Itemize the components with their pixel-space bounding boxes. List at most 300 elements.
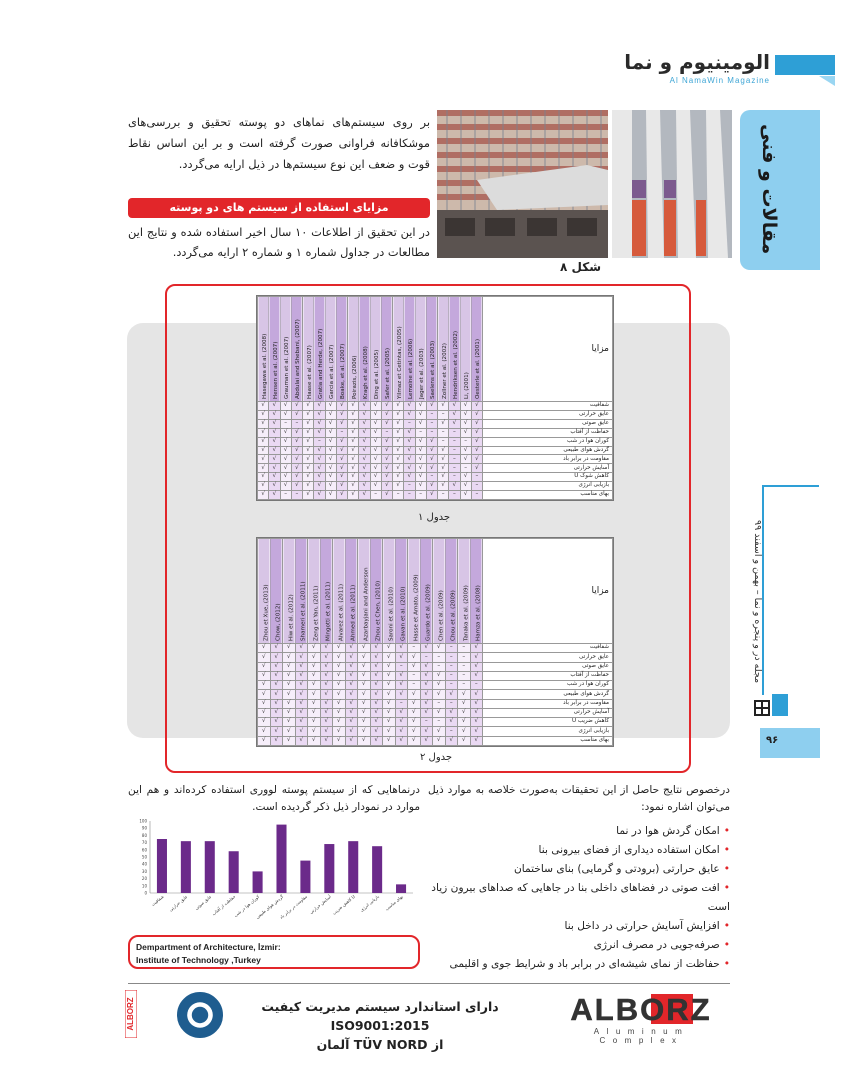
table-cell: √ (426, 446, 437, 455)
table-cell: √ (471, 446, 482, 455)
table-cell: √ (438, 419, 449, 428)
magazine-issue-text: مجله در و پنجره و نما – بهمن و اسفند ۹۹ (752, 520, 763, 684)
advantages-table-2 (256, 537, 614, 747)
table-cell: √ (269, 482, 280, 491)
table-cell: √ (470, 736, 483, 745)
table-cell: √ (258, 718, 271, 727)
table-cell: √ (333, 699, 346, 708)
table-cell: √ (426, 455, 437, 464)
table-cell: √ (460, 428, 471, 437)
table-cell: √ (336, 437, 347, 446)
table-column-header: Gavan et al. (2010) (395, 539, 408, 644)
table-cell: √ (370, 482, 381, 491)
table-cell: √ (295, 727, 308, 736)
table-cell: √ (404, 437, 415, 446)
table-cell: √ (408, 718, 421, 727)
table-cell: – (449, 491, 460, 500)
magazine-logo-en: Al NamaWin Magazine (669, 76, 770, 85)
table-cell: √ (314, 473, 325, 482)
chart-intro-paragraph: درنماهایی که از سیستم پوسته لووری استفاده کرده‌اند و هم این موارد در نمودار ذیل ذکر گردیده است. (128, 784, 420, 813)
table-cell: √ (258, 446, 269, 455)
table-cell: – (449, 464, 460, 473)
table-cell: √ (269, 464, 280, 473)
table-cell: √ (295, 690, 308, 699)
table-cell: √ (280, 473, 291, 482)
table-cell: √ (420, 736, 433, 745)
y-tick-label: 90 (141, 825, 147, 831)
table-feature-label: بهای مناسب (483, 736, 613, 745)
table-cell: √ (470, 653, 483, 662)
section-tab (740, 110, 820, 270)
table-cell: √ (283, 662, 296, 671)
table-cell: – (291, 419, 302, 428)
table-cell: √ (269, 491, 280, 500)
y-tick-label: 70 (141, 840, 147, 846)
table-cell: √ (345, 671, 358, 680)
table-cell: – (438, 428, 449, 437)
table-cell: √ (348, 464, 359, 473)
table-cell: – (420, 653, 433, 662)
table-cell: √ (395, 681, 408, 690)
y-tick-label: 20 (141, 876, 147, 882)
table-cell: – (395, 699, 408, 708)
x-tick-label: مقاومت در برابر باد (278, 893, 309, 920)
table-cell: √ (280, 455, 291, 464)
table-cell: √ (358, 736, 371, 745)
table-cell: √ (336, 491, 347, 500)
table-cell: √ (370, 473, 381, 482)
table-cell: √ (325, 402, 336, 411)
table-cell: √ (460, 491, 471, 500)
list-item: • امکان گردش هوا در نما (428, 822, 730, 841)
table-cell: √ (258, 699, 271, 708)
table-cell: √ (470, 690, 483, 699)
table-cell: √ (458, 736, 471, 745)
table-cell: √ (383, 662, 396, 671)
table-cell: √ (395, 718, 408, 727)
table-cell: √ (314, 464, 325, 473)
table-cell: – (336, 428, 347, 437)
table-cell: √ (283, 671, 296, 680)
table-cell: √ (314, 402, 325, 411)
table-cell: √ (270, 727, 283, 736)
alborz-logo (553, 990, 730, 1030)
table-column-header: Garcia et al. (2007) (325, 297, 336, 402)
table-cell: √ (458, 690, 471, 699)
table-cell: √ (308, 644, 321, 653)
x-tick-label: عایق صوتی (193, 893, 213, 911)
table-column-header: Gratia and Herde, (2007) (314, 297, 325, 402)
table-2-caption: جدول ۲ (420, 752, 453, 763)
x-tick-label: گردش هوای طبیعی (254, 893, 285, 920)
table-cell: √ (283, 653, 296, 662)
table-cell: √ (345, 653, 358, 662)
table-column-header: Chou et al. (2009) (445, 539, 458, 644)
table-cell: √ (415, 446, 426, 455)
table-cell: √ (359, 419, 370, 428)
table-cell: √ (359, 491, 370, 500)
table-cell: √ (280, 437, 291, 446)
chart-bar (229, 851, 239, 893)
table-cell: – (438, 437, 449, 446)
table-cell: √ (358, 690, 371, 699)
table-cell: √ (348, 446, 359, 455)
table-cell: √ (433, 644, 446, 653)
table-cell: √ (395, 727, 408, 736)
table-cell: √ (308, 736, 321, 745)
table-cell: √ (336, 473, 347, 482)
table-cell: √ (303, 402, 314, 411)
table-cell: √ (336, 455, 347, 464)
table-cell: – (433, 699, 446, 708)
table-cell: √ (283, 690, 296, 699)
table-cell: √ (460, 410, 471, 419)
table-cell: √ (270, 681, 283, 690)
table-cell: – (395, 662, 408, 671)
table-cell: √ (358, 708, 371, 717)
table-cell: √ (270, 718, 283, 727)
table-cell: √ (359, 464, 370, 473)
y-tick-label: 40 (141, 861, 147, 867)
table-cell: √ (383, 718, 396, 727)
table-cell: √ (308, 690, 321, 699)
table-cell: √ (370, 718, 383, 727)
table-column-header: Zhou et Xue, (2013) (258, 539, 271, 644)
table-cell: √ (415, 419, 426, 428)
table-cell: √ (348, 437, 359, 446)
table-cell: √ (280, 446, 291, 455)
table-row (258, 681, 613, 690)
table-cell: √ (381, 437, 392, 446)
y-tick-label: 100 (139, 818, 147, 824)
table-cell: √ (404, 402, 415, 411)
section-heading-banner (128, 198, 430, 218)
table-cell: – (445, 662, 458, 671)
table-cell: √ (308, 671, 321, 680)
table-cell: √ (471, 464, 482, 473)
table-cell: √ (336, 419, 347, 428)
table-cell: √ (381, 455, 392, 464)
table-cell: √ (283, 727, 296, 736)
table-cell: √ (320, 662, 333, 671)
table-cell: – (426, 410, 437, 419)
table-row (258, 482, 613, 491)
table-feature-label: بهای مناسب (483, 491, 613, 500)
table-cell: √ (308, 708, 321, 717)
chart-bar (253, 871, 263, 893)
table-cell: √ (471, 410, 482, 419)
table-cell: √ (445, 708, 458, 717)
table-cell: √ (393, 419, 404, 428)
table-cell: √ (383, 681, 396, 690)
table-cell: √ (458, 718, 471, 727)
table-column-header: Kragh et al. (2008) (359, 297, 370, 402)
table-cell: √ (258, 708, 271, 717)
table-cell: √ (381, 446, 392, 455)
table-cell: √ (370, 644, 383, 653)
table-feature-label: کوران هوا در شب (483, 681, 613, 690)
table-column-header: Ding et al. (2005) (370, 297, 381, 402)
table-cell: √ (359, 473, 370, 482)
table-cell: – (291, 491, 302, 500)
table-cell: √ (460, 402, 471, 411)
table-column-header: Zollner et al. (2002) (438, 297, 449, 402)
x-tick-label: کاهش ضریب U (331, 893, 356, 916)
table-cell: √ (314, 428, 325, 437)
table-row (258, 437, 613, 446)
table-cell: √ (395, 671, 408, 680)
table-cell: √ (370, 446, 381, 455)
table-cell: √ (393, 428, 404, 437)
table-cell: √ (470, 671, 483, 680)
table-cell: √ (308, 727, 321, 736)
table-column-header: Grauman et al. (2007) (280, 297, 291, 402)
table-cell: √ (370, 410, 381, 419)
section-tab-label: مقالات و فنی (758, 124, 780, 255)
x-tick-label: کوران هوا در شب (232, 893, 261, 918)
advantages-table-1 (256, 295, 614, 501)
section-heading: مزایای استفاده از سیستم های دو پوسته (169, 201, 389, 214)
table-cell: √ (320, 681, 333, 690)
table-cell: √ (270, 662, 283, 671)
table-feature-label: مقاومت در برابر باد (483, 455, 613, 464)
table-cell: – (438, 491, 449, 500)
table-cell: √ (325, 437, 336, 446)
table-cell: √ (393, 402, 404, 411)
table-cell: √ (381, 419, 392, 428)
table-cell: – (445, 727, 458, 736)
table-cell: – (408, 671, 421, 680)
table-cell: √ (370, 402, 381, 411)
table-cell: √ (433, 736, 446, 745)
table-column-header: Hiw et al. (2012) (283, 539, 296, 644)
table-cell: √ (258, 662, 271, 671)
table-row (258, 699, 613, 708)
list-item: • عایق حرارتی (برودتی و گرمایی) بنای ساختمان (428, 860, 730, 879)
table-cell: √ (395, 736, 408, 745)
table-row (258, 491, 613, 500)
table-cell: √ (470, 699, 483, 708)
table-cell: – (426, 428, 437, 437)
table-cell: √ (370, 708, 383, 717)
sidebar-rule-top (764, 485, 819, 487)
table-cell: √ (381, 410, 392, 419)
table-cell: √ (420, 681, 433, 690)
table-cell: √ (345, 690, 358, 699)
table-feature-label: حفاظت از آفتاب (483, 671, 613, 680)
table-cell: √ (283, 736, 296, 745)
table-column-header: Chen et al. (2009) (433, 539, 446, 644)
table-cell: – (314, 437, 325, 446)
table-cell: √ (333, 681, 346, 690)
table-cell: √ (359, 428, 370, 437)
table-column-header: Li, (2001) (460, 297, 471, 402)
table-cell: √ (408, 653, 421, 662)
table-cell: – (393, 491, 404, 500)
table-column-header: Shameri et al. (2011) (295, 539, 308, 644)
y-tick-label: 50 (141, 854, 147, 860)
table-cell: √ (303, 446, 314, 455)
table-feature-label: بازیابی انرژی (483, 727, 613, 736)
table-cell: √ (370, 690, 383, 699)
table-cell: √ (460, 473, 471, 482)
table-cell: √ (303, 410, 314, 419)
table-cell: √ (359, 455, 370, 464)
table-cell: √ (280, 464, 291, 473)
table-cell: √ (370, 464, 381, 473)
table-row (258, 455, 613, 464)
table-cell: √ (336, 464, 347, 473)
table-cell: √ (460, 419, 471, 428)
table-feature-label: عایق صوتی (483, 419, 613, 428)
y-tick-label: 60 (141, 847, 147, 853)
table-cell: √ (269, 473, 280, 482)
table-cell: √ (325, 464, 336, 473)
table-cell: √ (258, 410, 269, 419)
table-cell: √ (438, 455, 449, 464)
table-cell: √ (325, 410, 336, 419)
table-cell: √ (359, 446, 370, 455)
table-cell: √ (258, 671, 271, 680)
table-cell: – (471, 491, 482, 500)
chart-bar (181, 841, 191, 893)
table-cell: √ (393, 455, 404, 464)
table-cell: √ (303, 428, 314, 437)
table-cell: √ (408, 662, 421, 671)
table-cell: √ (420, 690, 433, 699)
table-cell: √ (449, 402, 460, 411)
table-cell: √ (258, 473, 269, 482)
table-cell: √ (336, 482, 347, 491)
table-column-header: Hendriksen et al. (2002) (449, 297, 460, 402)
table-cell: √ (348, 428, 359, 437)
table-row (258, 708, 613, 717)
table-cell: √ (258, 464, 269, 473)
table-cell: √ (336, 402, 347, 411)
table-cell: √ (295, 653, 308, 662)
table-cell: √ (404, 464, 415, 473)
list-item: • افت صوتی در فضاهای داخلی بنا در جاهایی که صداهای بیرون زیاد است (428, 879, 730, 917)
table-cell: √ (303, 491, 314, 500)
table-cell: √ (404, 410, 415, 419)
table-cell: √ (358, 644, 371, 653)
table-cell: √ (291, 446, 302, 455)
table-cell: √ (458, 708, 471, 717)
table-cell: √ (345, 736, 358, 745)
table-cell: √ (393, 464, 404, 473)
table-cell: √ (325, 491, 336, 500)
table-cell: √ (345, 644, 358, 653)
table-cell: √ (270, 690, 283, 699)
table-cell: √ (258, 482, 269, 491)
table-cell: – (445, 681, 458, 690)
table-cell: √ (415, 482, 426, 491)
chart-bar (276, 825, 286, 893)
table-cell: √ (314, 446, 325, 455)
table-feature-label: عایق حرارتی (483, 653, 613, 662)
table-column-header: Tanaka et al. (2009) (458, 539, 471, 644)
table-cell: √ (345, 699, 358, 708)
table-row (258, 644, 613, 653)
table-column-header: Azarbayjani and Anderson (358, 539, 371, 644)
table-column-header: Chow, (2012) (270, 539, 283, 644)
table-cell: √ (395, 690, 408, 699)
affiliation-box (128, 935, 420, 969)
vertical-brand-text: ALBORZ (126, 997, 136, 1031)
table-cell: √ (270, 653, 283, 662)
table-cell: √ (358, 662, 371, 671)
table-cell: √ (471, 437, 482, 446)
table-cell: √ (258, 736, 271, 745)
table-cell: √ (308, 653, 321, 662)
table-cell: √ (283, 681, 296, 690)
table-cell: – (445, 671, 458, 680)
table-cell: √ (303, 419, 314, 428)
list-item: • صرفه‌جویی در مصرف انرژی (428, 936, 730, 955)
table-cell: √ (433, 690, 446, 699)
table-cell: √ (336, 410, 347, 419)
table-cell: √ (269, 419, 280, 428)
table-cell: – (471, 473, 482, 482)
table-cell: √ (291, 473, 302, 482)
table-cell: √ (295, 644, 308, 653)
iso-line-1: دارای استاندارد سیستم مدیریت کیفیت ISO9001:2015 (261, 999, 499, 1033)
table-feature-label: آسایش حرارتی (483, 708, 613, 717)
table-cell: √ (370, 671, 383, 680)
table-cell: √ (258, 644, 271, 653)
table-cell: √ (280, 410, 291, 419)
list-item: • افزایش آسایش حرارتی در داخل بنا (428, 917, 730, 936)
table-cell: – (426, 419, 437, 428)
y-tick-label: 30 (141, 868, 147, 874)
table-cell: √ (320, 699, 333, 708)
table-cell: √ (438, 446, 449, 455)
table-cell: √ (333, 644, 346, 653)
alborz-subtitle: Aluminum Complex (593, 1027, 690, 1045)
iso-line-2: از TÜV NORD آلمان (316, 1037, 444, 1052)
table-cell: – (404, 482, 415, 491)
magazine-logo-fa: الومینیوم و نما (624, 50, 770, 74)
table-title: مزایا (483, 539, 613, 644)
table-cell: √ (449, 419, 460, 428)
table-cell: √ (320, 727, 333, 736)
table-column-header: Zhou et Chen, (2010) (370, 539, 383, 644)
table-cell: √ (270, 699, 283, 708)
table-cell: √ (359, 482, 370, 491)
table-cell: √ (404, 473, 415, 482)
table-cell: √ (370, 681, 383, 690)
table-cell: √ (370, 662, 383, 671)
table-cell: √ (395, 708, 408, 717)
table-cell: √ (445, 736, 458, 745)
table-cell: √ (383, 671, 396, 680)
x-tick-label: بازیابی انرژی (359, 893, 380, 913)
table-cell: √ (438, 482, 449, 491)
table-cell: – (433, 662, 446, 671)
table-cell: √ (345, 718, 358, 727)
table-cell: √ (283, 718, 296, 727)
x-tick-label: بهای مناسب (384, 893, 404, 912)
table-cell: √ (359, 402, 370, 411)
table-cell: √ (420, 662, 433, 671)
table-cell: √ (433, 708, 446, 717)
table-feature-label: حفاظت از آفتاب (483, 428, 613, 437)
table-feature-label: شفافیت (483, 644, 613, 653)
table-column-header: Jager et al. (2003) (415, 297, 426, 402)
table-cell: – (415, 491, 426, 500)
table-cell: √ (370, 699, 383, 708)
list-item: • امکان استفاده دیداری از فضای بیرونی بنا (428, 841, 730, 860)
